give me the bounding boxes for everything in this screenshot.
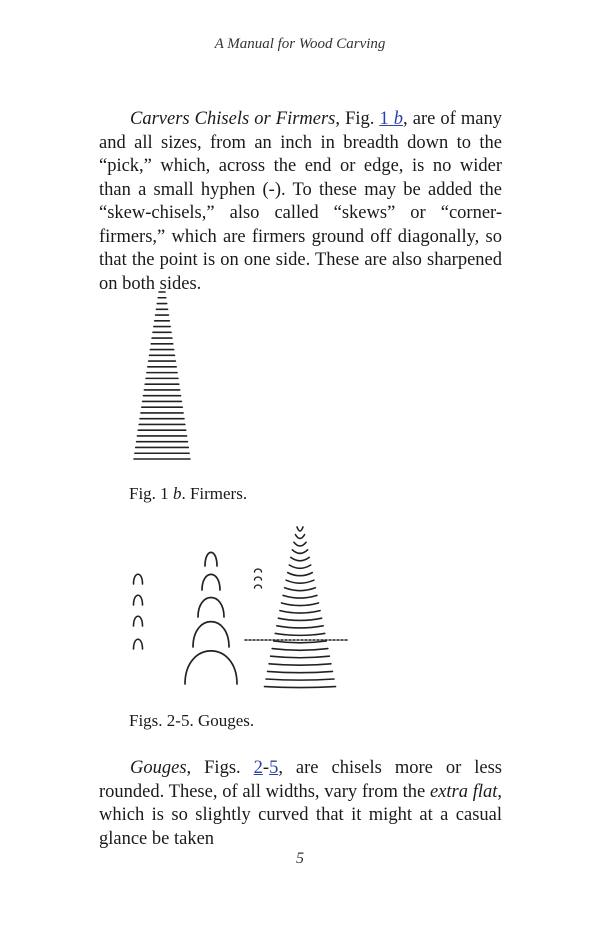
gouge-arc: [134, 616, 143, 626]
gouge-arc: [198, 598, 224, 618]
gouge-curve: [288, 573, 313, 576]
fig-2-link[interactable]: 2: [253, 758, 263, 778]
gouge-curve: [269, 664, 331, 665]
gouge-curve: [275, 633, 324, 635]
gouge-curve: [285, 588, 316, 591]
gouge-curve: [264, 687, 335, 688]
gouge-curve: [277, 626, 323, 628]
page-number: 5: [296, 850, 304, 867]
gouge-arc: [193, 622, 229, 647]
gouge-curve: [291, 557, 309, 560]
gouge-arc: [134, 595, 143, 605]
gouge-arc: [134, 574, 143, 584]
term-gouges: Gouges: [130, 758, 187, 778]
gouge-curve: [292, 550, 307, 554]
gouge-arc: [255, 585, 262, 588]
gouge-curve: [295, 535, 304, 539]
caption-firmers: Fig. 1 b. Firmers.: [129, 484, 248, 503]
running-head: A Manual for Wood Carving: [214, 36, 386, 52]
gouge-curve: [286, 580, 314, 583]
gouge-arc: [255, 569, 262, 572]
gouge-curve: [283, 595, 317, 598]
caption-gouges: Figs. 2-5. Gouges.: [129, 711, 255, 730]
gouge-curve: [271, 656, 330, 658]
gouge-curve: [297, 527, 303, 531]
gouge-curve: [278, 618, 321, 620]
gouge-arc: [205, 552, 217, 566]
gouge-curve: [289, 565, 311, 568]
gouge-curve: [268, 671, 333, 672]
gouge-curve: [266, 679, 334, 680]
gouge-curve: [282, 603, 319, 606]
fig-5-link[interactable]: 5: [269, 758, 279, 778]
gouge-curve: [280, 611, 320, 613]
gouge-arc: [202, 574, 220, 590]
gouge-curve: [272, 649, 328, 651]
paragraph-gouges: Gouges, Figs. 2-5, are chisels more or less rounded. These, of all widths, vary from the extra flat, which is so slightly curved that it might at a casual glance be taken: [99, 758, 503, 849]
paragraph-chisels: Carvers Chisels or Firmers, Fig. 1 b, are of many and all sizes, from an inch in breadth down to the “pick,” which, across the end or edge, is no wider than a small hyphen (-). To these may be added the “skew-chisels,” also called “skews” or “corner-firmers,” which are firmers ground off diagonally, so that the point is on one side. These are also sharpened on both sides.: [99, 109, 502, 294]
fig-1b-link[interactable]: 1 b: [379, 109, 404, 129]
figure-firmers: [127, 287, 197, 465]
emph-extra-flat: extra flat: [429, 781, 498, 802]
term-chisels: Carvers Chisels or Firmers: [130, 109, 336, 129]
gouge-arc: [255, 577, 262, 580]
gouge-arc: [185, 651, 237, 684]
gouge-curve: [294, 542, 306, 546]
figure-gouges: [127, 522, 352, 692]
gouge-curve: [274, 641, 327, 643]
gouge-arc: [134, 639, 143, 649]
